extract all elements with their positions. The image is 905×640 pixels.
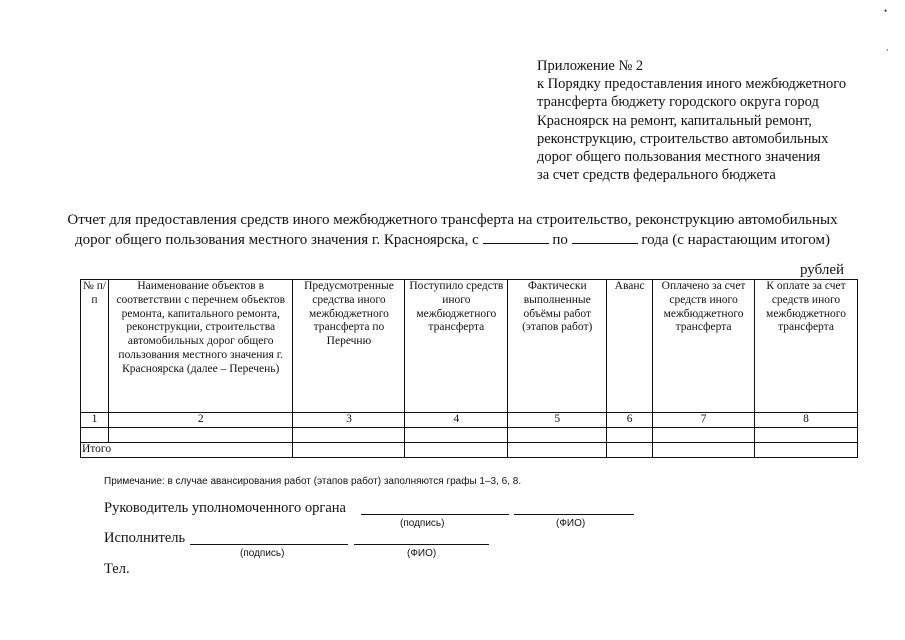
- title-line-2-start: дорог общего пользования местного значения г. Красноярска, с: [75, 232, 479, 248]
- table-cell[interactable]: [508, 428, 607, 443]
- table-cell[interactable]: [108, 428, 293, 443]
- title-line-2: [0, 230, 905, 250]
- title-line-1: Отчет для предоставления средств иного межбюджетного трансферта на строительство, реконструкцию автомобильных: [67, 212, 838, 228]
- appendix-line: дорог общего пользования местного значения: [537, 149, 821, 166]
- column-header: Наименование объектов в соответствии с перечнем объектов ремонта, капитального ремонта, реконструкции, строительства автомобильных дорог общего пользования местного значения г. Красноярска (далее – Перечень): [108, 280, 293, 413]
- scan-speck: •: [884, 6, 888, 16]
- head-name-line[interactable]: [514, 514, 634, 515]
- table-row: [81, 428, 858, 443]
- column-number: 6: [607, 413, 653, 428]
- executor-name-caption: (ФИО): [407, 548, 437, 559]
- title-line-2-end: года (с нарастающим итогом): [641, 232, 830, 248]
- table-cell[interactable]: [755, 428, 858, 443]
- column-header: Фактически выполненные объёмы работ (этапов работ): [508, 280, 607, 413]
- currency-units: рублей: [800, 262, 845, 278]
- footnote: Примечание: в случае авансирования работ (этапов работ) заполняются графы 1–3, 6, 8.: [104, 476, 522, 487]
- column-number: 1: [81, 413, 109, 428]
- table-cell[interactable]: [607, 443, 653, 458]
- executor-signature-line[interactable]: [190, 544, 348, 545]
- head-name-caption: (ФИО): [556, 518, 586, 529]
- column-number: 2: [108, 413, 293, 428]
- column-number: 4: [405, 413, 508, 428]
- appendix-line: реконструкцию, строительство автомобильных: [537, 130, 829, 147]
- total-row: [81, 443, 858, 458]
- column-header: Поступило средств иного межбюджетного трансферта: [405, 280, 508, 413]
- appendix-header: [537, 57, 846, 184]
- table-cell[interactable]: [81, 428, 109, 443]
- table-cell[interactable]: [607, 428, 653, 443]
- date-from-blank[interactable]: [483, 230, 549, 244]
- total-label: Итого: [81, 443, 293, 458]
- appendix-line: к Порядку предоставления иного межбюджетного: [537, 76, 847, 93]
- date-to-blank[interactable]: [572, 230, 638, 244]
- column-number: 5: [508, 413, 607, 428]
- table-header-row: [81, 280, 858, 413]
- column-number: 7: [653, 413, 755, 428]
- column-header: Оплачено за счет средств иного межбюджетного трансферта: [653, 280, 755, 413]
- column-header: Аванс: [607, 280, 653, 413]
- table-cell[interactable]: [293, 428, 405, 443]
- executor-signature-caption: (подпись): [240, 548, 285, 559]
- report-table: [80, 279, 858, 458]
- appendix-line: трансферта бюджету городского округа город: [537, 94, 819, 111]
- phone-label: Тел.: [104, 561, 130, 577]
- appendix-line: за счет средств федерального бюджета: [537, 167, 776, 184]
- head-signature-caption: (подпись): [400, 518, 445, 529]
- table-cell[interactable]: [405, 443, 508, 458]
- scan-speck: ,: [886, 42, 889, 52]
- executor-label: Исполнитель: [104, 530, 186, 546]
- column-header: № п/п: [81, 280, 109, 413]
- title-line-2-middle: по: [552, 232, 568, 248]
- appendix-line: Приложение № 2: [537, 58, 644, 74]
- table-cell[interactable]: [653, 443, 755, 458]
- report-title: [0, 211, 905, 250]
- column-number: 8: [755, 413, 858, 428]
- table-cell[interactable]: [405, 428, 508, 443]
- column-header: К оплате за счет средств иного межбюджетного трансферта: [755, 280, 858, 413]
- head-signature-label: Руководитель уполномоченного органа: [104, 500, 346, 516]
- column-number: 3: [293, 413, 405, 428]
- table-cell[interactable]: [653, 428, 755, 443]
- executor-name-line[interactable]: [354, 544, 489, 545]
- table-cell[interactable]: [755, 443, 858, 458]
- column-header: Предусмотренные средства иного межбюджетного трансферта по Перечню: [293, 280, 405, 413]
- appendix-line: Красноярск на ремонт, капитальный ремонт,: [537, 112, 812, 129]
- head-signature-line[interactable]: [361, 514, 509, 515]
- table-cell[interactable]: [293, 443, 405, 458]
- table-cell[interactable]: [508, 443, 607, 458]
- column-number-row: [81, 413, 858, 428]
